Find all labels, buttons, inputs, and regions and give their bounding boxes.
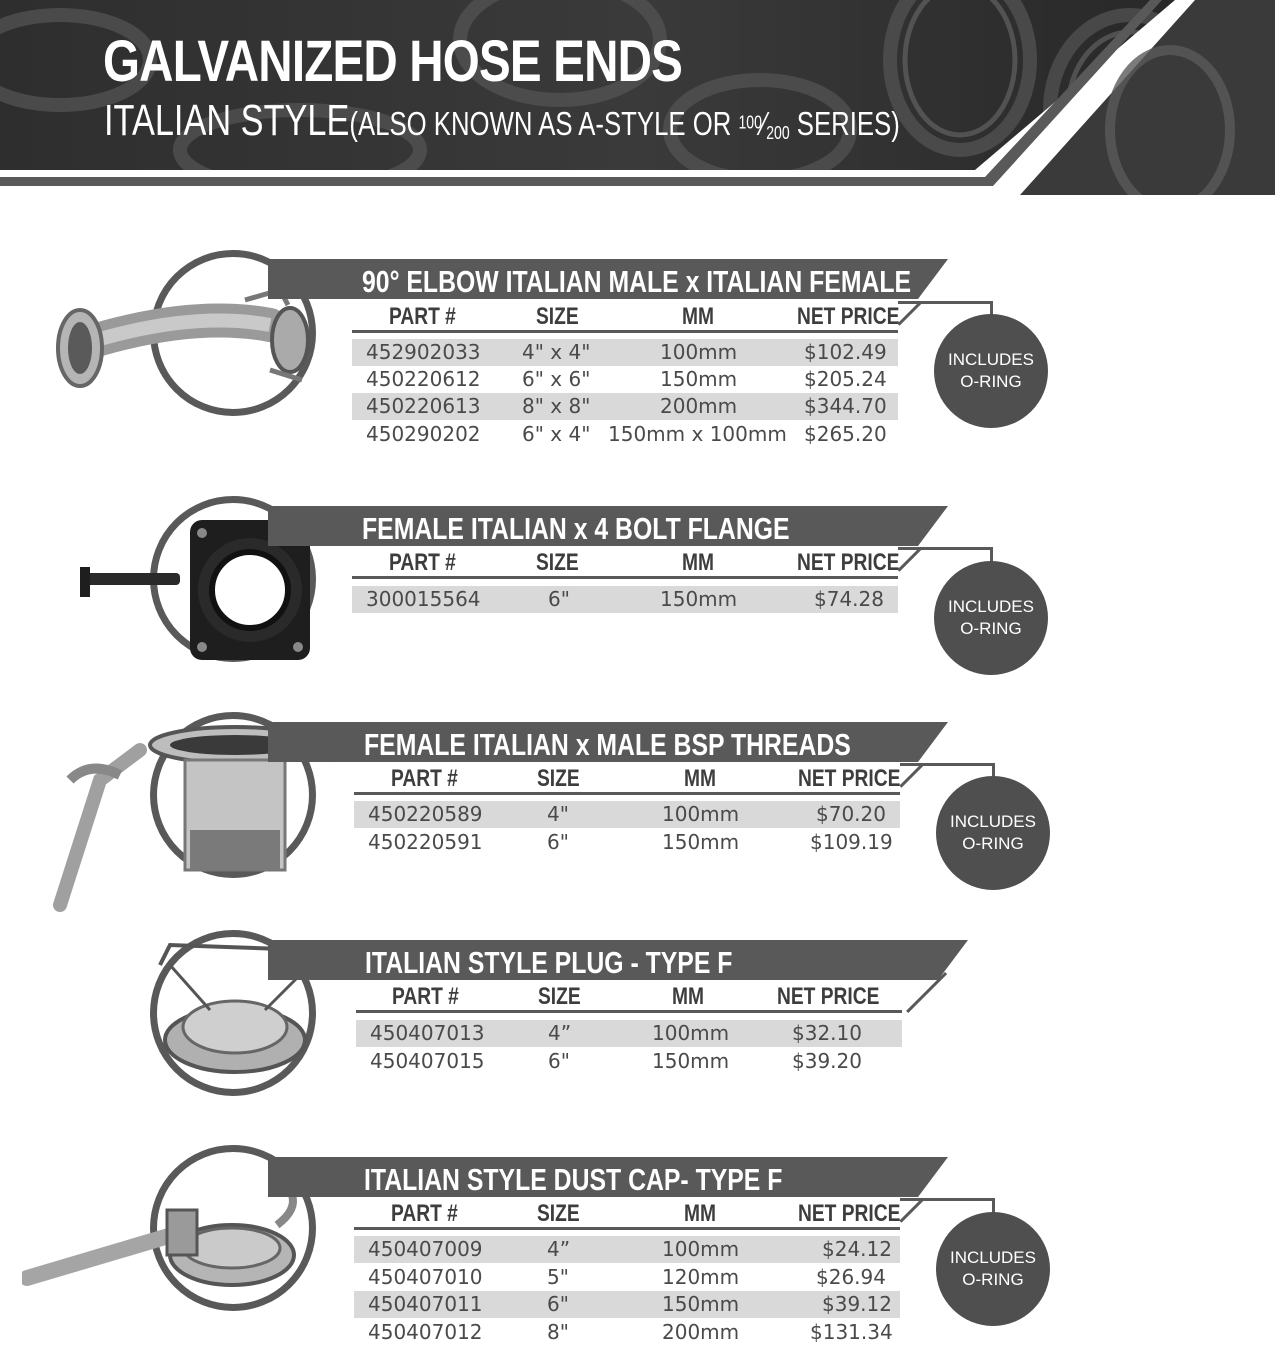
table-row: 450220612 6" x 6" 150mm $205.24 (366, 367, 887, 391)
col-header-part: PART # (389, 303, 456, 330)
table-row: 450407010 5" 120mm $26.94 (368, 1265, 886, 1289)
table-row: 450220589 4" 100mm $70.20 (354, 801, 900, 828)
col-header-size: SIZE (538, 983, 581, 1010)
col-header-part: PART # (389, 549, 456, 576)
col-header-price: NET PRICE (777, 983, 880, 1010)
includes-oring-badge: INCLUDES O-RING (934, 314, 1048, 428)
page-subtitle (104, 97, 900, 157)
table-row: 450220613 8" x 8" 200mm $344.70 (352, 393, 898, 420)
header-banner (0, 0, 1275, 195)
header-rule (354, 1227, 900, 1230)
col-header-mm: MM (682, 549, 714, 576)
elbow-fitting-icon (40, 270, 360, 470)
col-header-size: SIZE (537, 1200, 580, 1227)
subtitle-open: (ALSO KNOWN AS A-STYLE OR (349, 105, 739, 142)
col-header-size: SIZE (536, 303, 579, 330)
col-header-mm: MM (684, 1200, 716, 1227)
header-rule (356, 1010, 902, 1013)
col-header-price: NET PRICE (798, 1200, 901, 1227)
col-header-mm: MM (684, 765, 716, 792)
section-title: FEMALE ITALIAN x MALE BSP THREADS (364, 727, 851, 762)
table-row: 452902033 4" x 4" 100mm $102.49 (352, 339, 898, 366)
table-row: 300015564 6" 150mm $74.28 (352, 586, 898, 613)
table-row: 450220591 6" 150mm $109.19 (368, 830, 893, 854)
col-header-size: SIZE (536, 549, 579, 576)
col-header-price: NET PRICE (797, 303, 900, 330)
subtitle-frac-den: 200 (766, 123, 790, 144)
section-title: ITALIAN STYLE DUST CAP- TYPE F (364, 1162, 783, 1197)
table-row: 450407015 6" 150mm $39.20 (370, 1049, 862, 1073)
col-header-price: NET PRICE (797, 549, 900, 576)
section-title: 90° ELBOW ITALIAN MALE x ITALIAN FEMALE (362, 264, 912, 299)
col-header-size: SIZE (537, 765, 580, 792)
header-rule (354, 792, 900, 795)
includes-oring-badge: INCLUDES O-RING (936, 1212, 1050, 1326)
section-title: FEMALE ITALIAN x 4 BOLT FLANGE (362, 511, 790, 546)
section-title: ITALIAN STYLE PLUG - TYPE F (365, 945, 733, 980)
header-rule (352, 330, 898, 333)
col-header-part: PART # (392, 983, 459, 1010)
includes-oring-badge: INCLUDES O-RING (934, 561, 1048, 675)
table-row: 450407013 4” 100mm $32.10 (356, 1020, 902, 1047)
page-title: GALVANIZED HOSE ENDS (103, 29, 683, 94)
subtitle-frac-num: 100 (738, 112, 762, 133)
table-row: 450407012 8" 200mm $131.34 (368, 1320, 893, 1344)
col-header-mm: MM (672, 983, 704, 1010)
table-row: 450290202 6" x 4" 150mm x 100mm $265.20 (366, 422, 887, 446)
subtitle-close: SERIES) (789, 105, 900, 142)
col-header-part: PART # (391, 1200, 458, 1227)
subtitle-frac-slash: ⁄ (761, 105, 767, 142)
header-rule (352, 576, 898, 579)
includes-oring-badge: INCLUDES O-RING (936, 776, 1050, 890)
table-row: 450407009 4” 100mm $24.12 (354, 1236, 900, 1263)
col-header-price: NET PRICE (798, 765, 901, 792)
subtitle-main: ITALIAN STYLE (104, 96, 350, 145)
table-row: 450407011 6" 150mm $39.12 (354, 1291, 900, 1318)
col-header-mm: MM (682, 303, 714, 330)
col-header-part: PART # (391, 765, 458, 792)
